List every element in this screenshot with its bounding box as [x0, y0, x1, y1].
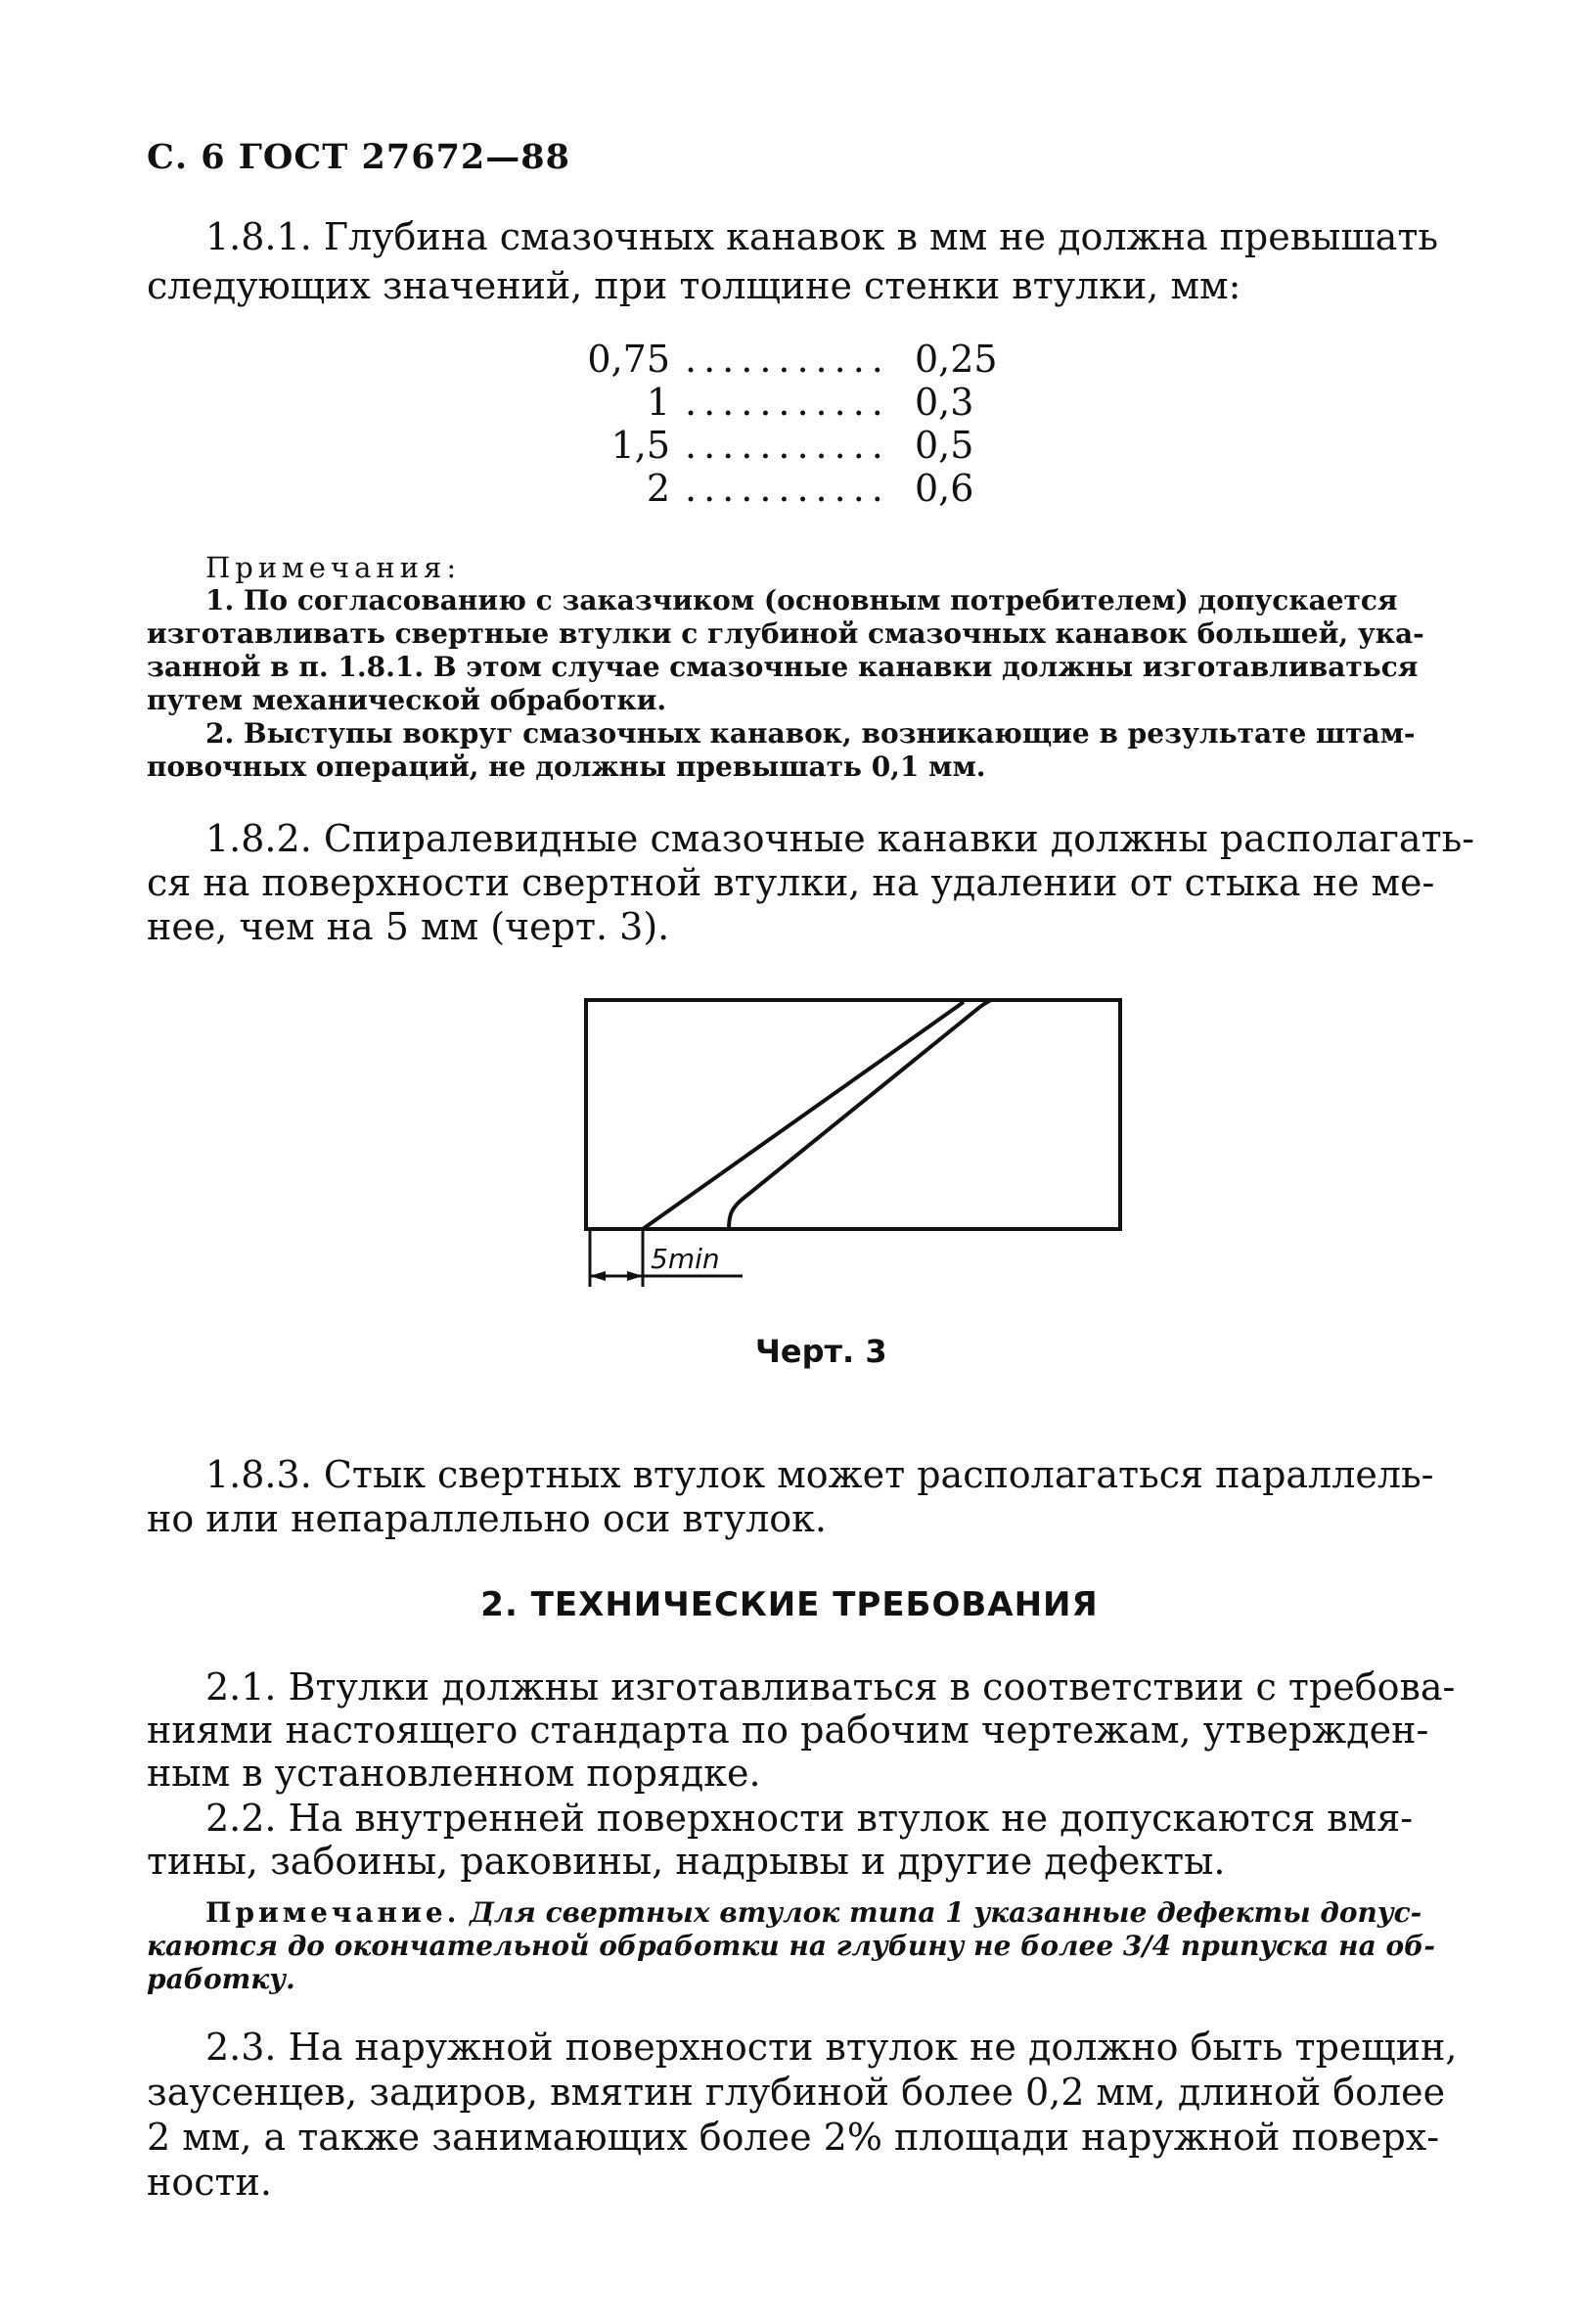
table-row [538, 467, 1066, 510]
table-row [538, 381, 1066, 424]
paragraph-line: ным в установленном порядке. [147, 1752, 761, 1795]
dimension-label: 5min [651, 1243, 720, 1275]
note-text: Для свертных втулок типа 1 указанные дефекты допус- [470, 1896, 1422, 1929]
note-line: повочных операций, не должны превышать 0,1 мм. [147, 751, 986, 783]
note-line: работку. [147, 1963, 295, 1995]
paragraph-line: 2 мм, а также занимающих более 2% площади наружной поверх- [147, 2116, 1440, 2159]
note-line: путем механической обработки. [147, 684, 667, 716]
leader-dots: ........... [685, 467, 890, 510]
paragraph-line: нее, чем на 5 мм (черт. 3). [147, 905, 670, 948]
note-line: 1. По согласованию с заказчиком (основным потребителем) допускается [205, 584, 1398, 616]
leader-dots: ........... [685, 338, 890, 381]
paragraph-line: тины, забоины, раковины, надрывы и другие дефекты. [147, 1840, 1226, 1883]
wall-thickness-value: 2 [646, 467, 670, 510]
paragraph-line: следующих значений, при толщине стенки втулки, мм: [147, 264, 1241, 307]
groove-edge-right [729, 1000, 991, 1229]
dimension-arrow-left [590, 1271, 606, 1281]
groove-edge-left [643, 1002, 964, 1229]
paragraph-line: 2.1. Втулки должны изготавливаться в соответствии с требова- [205, 1665, 1456, 1709]
paragraph-line: 2.3. На наружной поверхности втулок не должно быть трещин, [205, 2026, 1458, 2069]
wall-thickness-value: 1,5 [610, 424, 670, 467]
paragraph-line: 2.2. На внутренней поверхности втулок не допускаются вмя- [205, 1797, 1414, 1840]
paragraph-line: ся на поверхности свертной втулки, на удалении от стыка не ме- [147, 861, 1435, 904]
groove-depth-value: 0,3 [915, 381, 974, 424]
table-row [538, 424, 1066, 467]
note-line [205, 1896, 1421, 1930]
paragraph-line: но или непараллельно оси втулок. [147, 1497, 828, 1540]
paragraph-line: 1.8.2. Спиралевидные смазочные канавки должны располагать- [205, 817, 1475, 860]
paragraph-line: ности. [147, 2161, 272, 2204]
page-header: С. 6 ГОСТ 27672—88 [147, 137, 570, 177]
bushing-groove-drawing [582, 988, 1130, 1301]
note-label: Примечание. [205, 1896, 461, 1929]
note-line: каются до окончательной обработки на глубину не более 3/4 припуска на об- [147, 1930, 1435, 1962]
note-line: изготавливать свертные втулки с глубиной смазочных канавок большей, ука- [147, 617, 1424, 650]
wall-thickness-value: 0,75 [587, 338, 670, 381]
paragraph-line: ниями настоящего стандарта по рабочим чертежам, утвержден- [147, 1709, 1429, 1752]
leader-dots: ........... [685, 381, 890, 424]
section-title: 2. ТЕХНИЧЕСКИЕ ТРЕБОВАНИЯ [480, 1585, 1099, 1624]
dimension-arrow-right [627, 1271, 643, 1281]
bushing-outline [586, 1000, 1120, 1229]
wall-thickness-value: 1 [646, 381, 670, 424]
note-line: занной в п. 1.8.1. В этом случае смазочные канавки должны изготавливаться [147, 651, 1419, 683]
table-row [538, 338, 1066, 381]
figure-caption: Черт. 3 [755, 1333, 887, 1370]
leader-dots: ........... [685, 424, 890, 467]
paragraph-line: заусенцев, задиров, вмятин глубиной более 0,2 мм, длиной более [147, 2071, 1446, 2114]
groove-depth-value: 0,6 [915, 467, 974, 510]
notes-title: Примечания: [205, 551, 462, 584]
paragraph-line: 1.8.1. Глубина смазочных канавок в мм не должна превышать [205, 215, 1439, 258]
groove-depth-value: 0,5 [915, 424, 974, 467]
paragraph-line: 1.8.3. Стык свертных втулок может располагаться параллель- [205, 1453, 1434, 1496]
note-line: 2. Выступы вокруг смазочных канавок, возникающие в результате штам- [205, 717, 1416, 750]
groove-depth-value: 0,25 [915, 338, 998, 381]
